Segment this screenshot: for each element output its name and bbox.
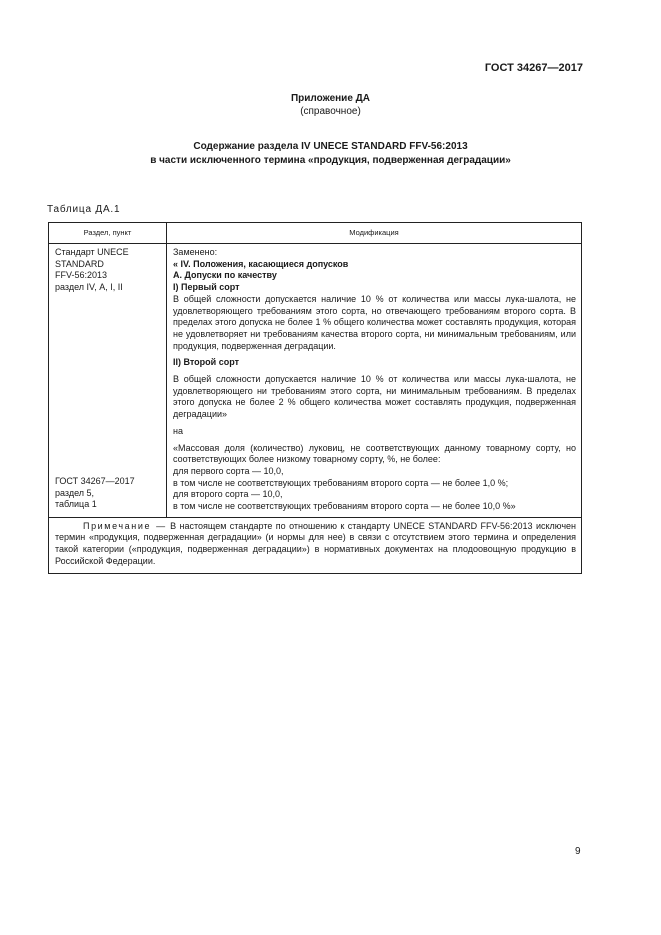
standard-code: ГОСТ 34267—2017 [484,62,583,74]
comparison-table [48,222,582,574]
ref-line: раздел 5, [55,487,95,498]
source-reference [55,247,162,294]
table-header-row [49,223,582,244]
note-cell [49,517,582,573]
ref-line: раздел IV, А, I, II [55,282,123,293]
appendix-subtitle: (справочное) [300,106,361,117]
on-label: на [173,425,183,436]
header-section: Раздел, пункт [49,223,167,244]
ref-line: Стандарт UNECE [55,247,129,257]
heading-a: А. Допуски по качеству [173,270,277,281]
heading-second-grade: II) Второй сорт [173,357,239,368]
paragraph-second-grade: В общей сложности допускается наличие 10 % от количества или массы лука-шалота, не удовлетворяющего ни требованиям этого сорта, ни минимальным требованиям. В пределах этого допуска не более 2 % общего количества может составлять продукция, подверженная деградации» [173,374,576,420]
header-modification: Модификация [167,223,582,244]
appendix-title: Приложение ДА [290,93,371,104]
section-title [0,140,661,167]
section-reference-cell [49,244,167,518]
ref-line: ГОСТ 34267—2017 [55,476,135,486]
note-lead: Примечание — [83,520,167,531]
note-row [49,517,582,573]
page-number: 9 [575,846,581,857]
paragraph-first-grade: В общей сложности допускается наличие 10 % от количества или массы лука-шалота, не удовлетворяющего требованиям этого сорта, но отвечающего требованиям второго сорта. В пределах этого допуска не более 1 % общего количества может составлять продукция, которая не удовлетворяет ни требованиям качества второго сорта, ни минимальным требованиям, или продукция, подверженная деградации. [173,293,576,351]
replacement-intro: «Массовая доля (количество) луковиц, не соответствующих данному товарному сорту, но соответствующих более низкому товарному сорту, %, не более: [173,442,576,465]
replacement-line: в том числе не соответствующих требованиям второго сорта — не более 10,0 %» [173,501,516,512]
heading-iv: « IV. Положения, касающиеся допусков [173,258,349,269]
replaced-label: Заменено: [173,247,218,257]
ref-line: таблица 1 [55,499,97,510]
ref-line: FFV-56:2013 [55,270,108,281]
table-caption: Таблица ДА.1 [47,204,121,215]
replacement-line: в том числе не соответствующих требованиям второго сорта — не более 1,0 %; [173,477,509,488]
section-title-line-1: Содержание раздела IV UNECE STANDARD FFV-56:2013 [193,141,468,152]
ref-line: STANDARD [55,258,104,269]
replacement-line: для первого сорта — 10,0, [173,465,284,476]
heading-first-grade: I) Первый сорт [173,282,240,293]
replacement-line: для второго сорта — 10,0, [173,489,283,500]
table-row [49,244,582,518]
note-text: В настоящем стандарте по отношению к стандарту UNECE STANDARD FFV-56:2013 исключен термин «продукция, подверженная деградации» (и нормы для нее) в связи с отсутствием этого термина и определения такой категории («продукция, подверженная деградации») в нормативных документах на плодоовощную продукцию в Российской Федерации. [55,520,576,566]
modification-cell [167,244,582,518]
section-title-line-2: в части исключенного термина «продукция, подверженная деградации» [150,154,511,166]
appendix-heading [0,92,661,118]
target-reference [55,476,162,511]
